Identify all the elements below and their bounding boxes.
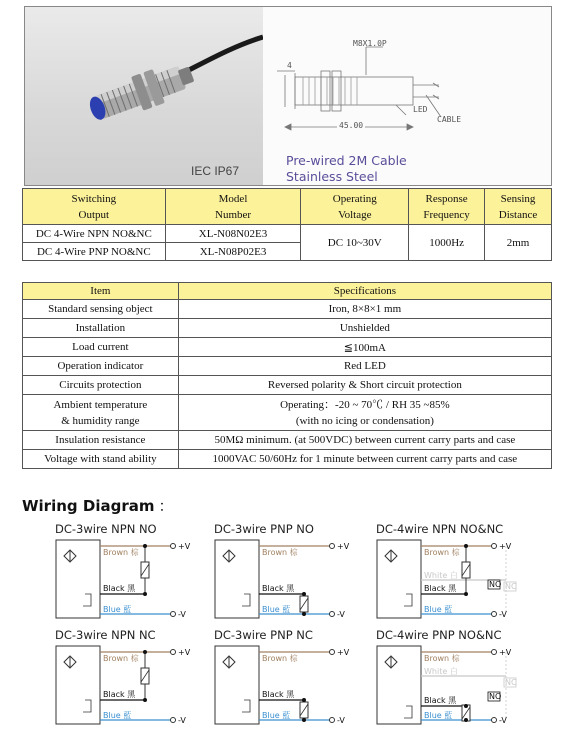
wiring-diagram-title: DC-4wire NPN NO&NC — [376, 522, 504, 536]
wiring-schematic — [376, 642, 544, 728]
wiring-title: Wiring Diagram ： — [22, 497, 174, 515]
sensor-photo — [25, 7, 263, 186]
output-switch — [83, 700, 91, 712]
black-wire-label: Black 黑 — [262, 584, 295, 593]
plus-v-label: +V — [178, 542, 191, 551]
minus-v-label: -V — [178, 610, 186, 619]
switching-output-cell: DC 4-Wire NPN NO&NC — [23, 225, 166, 243]
junction-dot — [302, 718, 306, 722]
wiring-schematic — [214, 536, 382, 622]
header-item: Item — [23, 283, 179, 300]
plus-v-label: +V — [337, 648, 350, 657]
cable-caption — [286, 153, 407, 185]
junction-dot — [143, 650, 147, 654]
minus-v-label: -V — [337, 610, 345, 619]
table-row — [23, 357, 552, 376]
black-wire-label: Black 黑 — [103, 584, 136, 593]
minus-terminal — [171, 612, 176, 617]
wiring-diagram-title: DC-3wire NPN NC — [55, 628, 156, 642]
spec-item: Insulation resistance — [23, 431, 179, 450]
junction-dot — [302, 612, 306, 616]
spec-value: Red LED — [178, 357, 551, 376]
brown-wire-label: Brown 棕 — [262, 548, 298, 557]
junction-dot — [302, 698, 306, 702]
table-row — [23, 431, 552, 450]
thread-label: M8X1.0P — [353, 39, 387, 48]
table-row — [23, 376, 552, 395]
header-switching-output: Switching Output — [23, 189, 166, 225]
sensing-distance-cell: 2mm — [485, 225, 552, 261]
cable-label: CABLE — [437, 115, 462, 124]
header-response-frequency: Response Frequency — [409, 189, 485, 225]
spec-value: Reversed polarity & Short circuit protection — [178, 376, 551, 395]
sensor-body — [377, 646, 421, 724]
table-row — [23, 225, 552, 243]
wiring-diagram-title: DC-3wire PNP NO — [214, 522, 314, 536]
output-switch — [242, 594, 250, 606]
minus-terminal — [330, 612, 335, 617]
no-label: NO — [489, 692, 502, 701]
blue-wire-label: Blue 藍 — [424, 605, 453, 614]
junction-dot — [464, 544, 468, 548]
minus-terminal — [492, 718, 497, 723]
spec-value: 50MΩ minimum. (at 500VDC) between current carry parts and case — [178, 431, 551, 450]
dim-length-label: 45.00 — [339, 121, 364, 130]
minus-v-label: -V — [178, 716, 186, 725]
sensor-body — [56, 540, 100, 618]
model-table — [22, 188, 552, 261]
dim-small-label: 4 — [287, 61, 292, 70]
spec-item: Circuits protection — [23, 376, 179, 395]
header-sensing-distance: Sensing Distance — [485, 189, 552, 225]
wiring-diagram-title: DC-3wire NPN NO — [55, 522, 157, 536]
wiring-diagram — [376, 522, 546, 622]
ip-rating: IEC IP67 — [191, 164, 240, 178]
sensor-illustration — [25, 7, 263, 186]
minus-terminal — [330, 718, 335, 723]
header-operating-voltage: Operating Voltage — [301, 189, 409, 225]
plus-terminal — [492, 544, 497, 549]
output-switch — [404, 706, 412, 718]
wiring-diagram-title: DC-3wire PNP NC — [214, 628, 313, 642]
plus-terminal — [492, 650, 497, 655]
blue-wire-label: Blue 藍 — [103, 605, 132, 614]
no-label: NO — [489, 580, 502, 589]
wiring-schematic — [55, 642, 223, 728]
black-wire-label: Black 黑 — [424, 696, 457, 705]
wiring-schematic — [214, 642, 382, 728]
spec-item: Ambient temperature & humidity range — [23, 395, 179, 431]
sensor-body — [215, 646, 259, 724]
wiring-schematic — [376, 536, 544, 622]
spec-value: Iron, 8×8×1 mm — [178, 300, 551, 319]
sensor-body — [56, 646, 100, 724]
plus-terminal — [330, 544, 335, 549]
junction-dot — [143, 698, 147, 702]
spec-item: Operation indicator — [23, 357, 179, 376]
nc-label: NC — [505, 678, 517, 687]
white-wire-label: White 白 — [424, 571, 458, 580]
brown-wire-label: Brown 棕 — [262, 654, 298, 663]
led-label: LED — [413, 105, 428, 114]
plus-v-label: +V — [499, 542, 512, 551]
junction-dot — [464, 704, 468, 708]
plus-v-label: +V — [499, 648, 512, 657]
minus-v-label: -V — [337, 716, 345, 725]
plus-terminal — [330, 650, 335, 655]
spec-value: Operating：-20 ~ 70℃ / RH 35 ~85% (with no icing or condensation) — [178, 395, 551, 431]
blue-wire-label: Blue 藍 — [424, 711, 453, 720]
plus-terminal — [171, 650, 176, 655]
spec-value: ≦100mA — [178, 338, 551, 357]
spec-table — [22, 282, 552, 469]
switching-output-cell: DC 4-Wire PNP NO&NC — [23, 243, 166, 261]
wiring-diagram — [214, 628, 384, 728]
wiring-diagram — [376, 628, 546, 728]
spec-item: Standard sensing object — [23, 300, 179, 319]
table-row — [23, 300, 552, 319]
header-model-number: Model Number — [165, 189, 301, 225]
minus-terminal — [492, 612, 497, 617]
sensor-body — [377, 540, 421, 618]
output-switch — [83, 594, 91, 606]
minus-terminal — [171, 718, 176, 723]
brown-wire-label: Brown 棕 — [103, 654, 139, 663]
operating-voltage-cell: DC 10~30V — [301, 225, 409, 261]
output-switch — [404, 594, 412, 606]
brown-wire-label: Brown 棕 — [424, 654, 460, 663]
junction-dot — [143, 592, 147, 596]
wiring-diagram-title: DC-4wire PNP NO&NC — [376, 628, 502, 642]
white-wire-label: White 白 — [424, 667, 458, 676]
product-photo-panel — [24, 6, 552, 186]
wiring-schematic — [55, 536, 223, 622]
cable-caption-line2: Stainless Steel — [286, 169, 378, 184]
cable-caption-line1: Pre-wired 2M Cable — [286, 153, 407, 168]
table-row — [23, 338, 552, 357]
junction-dot — [143, 544, 147, 548]
blue-wire-label: Blue 藍 — [262, 711, 291, 720]
spec-value: 1000VAC 50/60Hz for 1 minute between current carry parts and case — [178, 450, 551, 469]
blue-wire-label: Blue 藍 — [262, 605, 291, 614]
spec-item: Voltage with stand ability — [23, 450, 179, 469]
plus-v-label: +V — [337, 542, 350, 551]
spec-item: Installation — [23, 319, 179, 338]
wiring-diagram — [55, 522, 225, 622]
brown-wire-label: Brown 棕 — [103, 548, 139, 557]
model-number-cell: XL-N08P02E3 — [165, 243, 301, 261]
wiring-diagram — [55, 628, 225, 728]
sensor-body — [215, 540, 259, 618]
table-row — [23, 450, 552, 469]
junction-dot — [464, 718, 468, 722]
minus-v-label: -V — [499, 610, 507, 619]
wiring-diagram — [214, 522, 384, 622]
junction-dot — [464, 592, 468, 596]
header-specifications: Specifications — [178, 283, 551, 300]
spec-table-header — [23, 283, 552, 300]
response-frequency-cell: 1000Hz — [409, 225, 485, 261]
plus-terminal — [171, 544, 176, 549]
black-wire-label: Black 黑 — [262, 690, 295, 699]
brown-wire-label: Brown 棕 — [424, 548, 460, 557]
model-number-cell: XL-N08N02E3 — [165, 225, 301, 243]
table-row — [23, 319, 552, 338]
table-row — [23, 395, 552, 431]
spec-value: Unshielded — [178, 319, 551, 338]
model-table-header — [23, 189, 552, 225]
nc-label: NC — [505, 582, 517, 591]
output-switch — [242, 700, 250, 712]
minus-v-label: -V — [499, 716, 507, 725]
blue-wire-label: Blue 藍 — [103, 711, 132, 720]
junction-dot — [302, 592, 306, 596]
spec-item: Load current — [23, 338, 179, 357]
black-wire-label: Black 黑 — [424, 584, 457, 593]
black-wire-label: Black 黑 — [103, 690, 136, 699]
plus-v-label: +V — [178, 648, 191, 657]
